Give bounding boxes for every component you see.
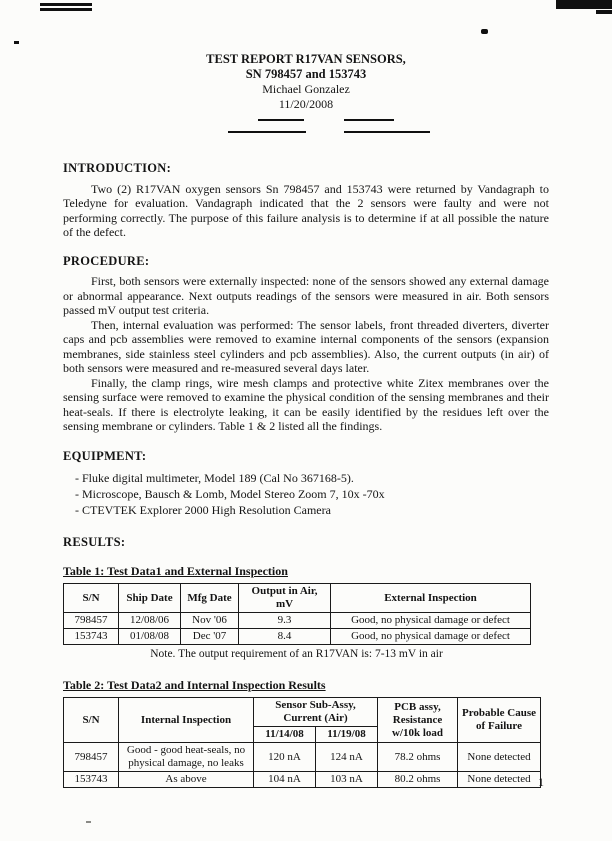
table1-header-cell: Ship Date xyxy=(119,584,181,613)
scan-artifact-dash xyxy=(344,131,430,133)
table2-caption: Table 2: Test Data2 and Internal Inspection Results xyxy=(63,677,326,692)
report-author: Michael Gonzalez xyxy=(262,82,350,96)
procedure-paragraph-1: First, both sensors were externally inspected: none of the sensors showed any external damage or abnormal appearance. Next outputs readings of the sensors were measured in air. Both sensors passed mV output test criteria. xyxy=(63,274,549,317)
equipment-heading: EQUIPMENT: xyxy=(63,448,147,463)
table2-cell: 104 nA xyxy=(254,772,316,788)
table2 xyxy=(63,697,541,788)
scan-artifact xyxy=(86,821,91,823)
table1-cell: Good, no physical damage or defect xyxy=(331,629,531,645)
table2-header-cell: 11/19/08 xyxy=(316,727,378,743)
table1-header-cell: Output in Air, mV xyxy=(239,584,331,613)
table1-cell: Dec '07 xyxy=(181,629,239,645)
table1-header-cell: External Inspection xyxy=(331,584,531,613)
scan-artifact xyxy=(596,10,612,14)
table1-cell: 153743 xyxy=(64,629,119,645)
table2-cell: None detected xyxy=(458,743,541,772)
table1-cell: 9.3 xyxy=(239,613,331,629)
scan-artifact xyxy=(40,8,92,11)
table2-cell: 103 nA xyxy=(316,772,378,788)
table2-cell: None detected xyxy=(458,772,541,788)
table2-block xyxy=(63,678,549,789)
section-equipment xyxy=(63,449,549,519)
table2-cell: 798457 xyxy=(64,743,119,772)
page-number: 1 xyxy=(538,775,544,789)
table1 xyxy=(63,583,531,645)
section-introduction xyxy=(63,161,549,240)
equipment-item: - Microscope, Bausch & Lomb, Model Stereo Zoom 7, 10x -70x xyxy=(75,487,385,501)
introduction-heading: INTRODUCTION: xyxy=(63,161,172,175)
equipment-item: - CTEVTEK Explorer 2000 High Resolution Camera xyxy=(75,503,331,517)
table2-header-cell: Internal Inspection xyxy=(119,698,254,743)
table2-row xyxy=(64,772,541,788)
table2-header-cell: Probable Cause of Failure xyxy=(458,698,541,743)
table1-caption: Table 1: Test Data1 and External Inspection xyxy=(63,563,288,578)
table2-cell: As above xyxy=(119,772,254,788)
procedure-heading: PROCEDURE: xyxy=(63,253,150,268)
table2-cell: Good - good heat-seals, no physical damage, no leaks xyxy=(119,743,254,772)
section-procedure xyxy=(63,254,549,434)
table2-cell: 124 nA xyxy=(316,743,378,772)
results-heading: RESULTS: xyxy=(63,535,126,549)
scan-artifact xyxy=(14,41,19,44)
scan-artifact xyxy=(481,29,488,34)
procedure-paragraph-2: Then, internal evaluation was performed: The sensor labels, front threaded diverters, diverter caps and pcb assemblies were removed to examine internal components of the sensors (expansion membranes, side stainless steel cylinders and pcb assemblies). Also, the current outputs (in air) of both sensors were measured and re-measured several days later. xyxy=(63,317,549,375)
table1-cell: 01/08/08 xyxy=(119,629,181,645)
scan-artifact-dash xyxy=(258,119,304,121)
table2-cell: 120 nA xyxy=(254,743,316,772)
table2-header-cell: PCB assy, Resistance w/10k load xyxy=(378,698,458,743)
scan-artifact xyxy=(40,3,92,6)
introduction-paragraph: Two (2) R17VAN oxygen sensors Sn 798457 and 153743 were returned by Vandagraph to Teledyne for evaluation. Vandagraph indicated that the 2 sensors were faulty and were not performing correctly. The purpose of this failure analysis is to determine if at all possible the nature of the defect. xyxy=(63,181,549,239)
table1-cell: 8.4 xyxy=(239,629,331,645)
table2-header-cell: 11/14/08 xyxy=(254,727,316,743)
table1-row xyxy=(64,629,531,645)
table1-note: Note. The output requirement of an R17VAN is: 7-13 mV in air xyxy=(150,648,443,660)
procedure-paragraph-3: Finally, the clamp rings, wire mesh clamps and protective white Zitex membranes over the sensing surface were removed to examine the physical condition of the sensing membranes and their heat-seals. If there is electrolyte leaking, it can be easily identified by the residues left over the sensing membrane or cylinders. Table 1 & 2 listed all the findings. xyxy=(63,375,549,433)
table1-cell: Nov '06 xyxy=(181,613,239,629)
table2-header-cell: S/N xyxy=(64,698,119,743)
table1-cell: 12/08/06 xyxy=(119,613,181,629)
report-title-line2: SN 798457 and 153743 xyxy=(245,67,367,81)
table2-header-cell: Sensor Sub-Assy, Current (Air) xyxy=(254,698,378,727)
table1-row xyxy=(64,613,531,629)
scan-artifact xyxy=(556,0,612,9)
scan-artifact-dash xyxy=(344,119,394,121)
table2-cell: 78.2 ohms xyxy=(378,743,458,772)
report-header xyxy=(63,52,549,112)
report-date: 11/20/2008 xyxy=(278,97,334,111)
table1-header-cell: Mfg Date xyxy=(181,584,239,613)
table1-cell: 798457 xyxy=(64,613,119,629)
table1-header-cell: S/N xyxy=(64,584,119,613)
table1-cell: Good, no physical damage or defect xyxy=(331,613,531,629)
equipment-list xyxy=(63,470,549,518)
section-results xyxy=(63,535,549,788)
table2-cell: 80.2 ohms xyxy=(378,772,458,788)
table2-header-row xyxy=(64,698,541,727)
table2-cell: 153743 xyxy=(64,772,119,788)
table1-header-row xyxy=(64,584,531,613)
report-title-line1: TEST REPORT R17VAN SENSORS, xyxy=(206,52,406,66)
scan-artifact-dash xyxy=(228,131,306,133)
table2-row xyxy=(64,743,541,772)
equipment-item: - Fluke digital multimeter, Model 189 (Cal No 367168-5). xyxy=(75,471,354,485)
